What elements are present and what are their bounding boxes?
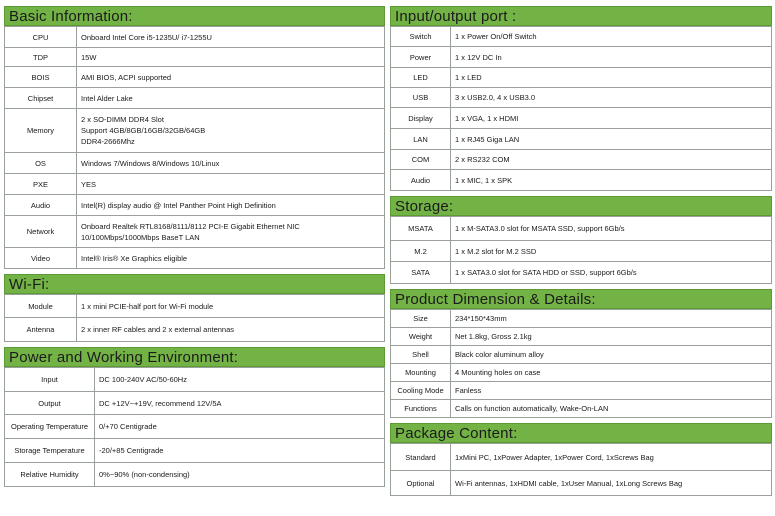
spec-value-line: 234*150*43mm: [455, 314, 507, 323]
table-row: [391, 364, 772, 382]
table-row: [5, 216, 385, 248]
spec-label: Output: [5, 392, 95, 415]
io-section-title: Input/output port :: [390, 6, 772, 26]
spec-label: Network: [5, 216, 77, 248]
spec-value-line: 2 x inner RF cables and 2 x external antennas: [81, 325, 235, 334]
dimension-section-title: Product Dimension & Details:: [390, 289, 772, 309]
table-row: [5, 463, 385, 487]
spec-label: Shell: [391, 346, 451, 364]
spec-value: [77, 109, 385, 153]
spec-value: [77, 153, 385, 174]
spec-value: [451, 444, 772, 471]
spec-value: [77, 248, 385, 269]
spec-value-line: YES: [81, 179, 97, 189]
spec-value: [451, 108, 772, 129]
table-row: [391, 444, 772, 471]
spec-label: Storage Temperature: [5, 439, 95, 463]
table-row: [391, 310, 772, 328]
basic-section-title: Basic Information:: [4, 6, 385, 26]
spec-label: Mounting: [391, 364, 451, 382]
spec-value-line: Intel(R) display audio @ Intel Panther Point High Definition: [81, 200, 276, 210]
spec-value-line: 1 x 12V DC In: [455, 52, 502, 62]
spec-value: [451, 150, 772, 170]
section-basic: [4, 6, 385, 269]
spec-label: Memory: [5, 109, 77, 153]
table-row: [5, 248, 385, 269]
table-row: [391, 346, 772, 364]
spec-value: [77, 295, 385, 318]
spec-label: Chipset: [5, 88, 77, 109]
spec-value: [451, 241, 772, 262]
spec-value-line: Onboard Intel Core i5-1235U/ i7-1255U: [81, 32, 212, 42]
table-row: [5, 439, 385, 463]
table-row: [391, 47, 772, 68]
spec-value-line: 2 x RS232 COM: [455, 155, 510, 164]
spec-label: Optional: [391, 471, 451, 496]
spec-value-line: Intel® Iris® Xe Graphics eligible: [81, 253, 188, 263]
spec-value: [451, 400, 772, 418]
spec-value: [451, 328, 772, 346]
right-column: [390, 6, 772, 501]
spec-value: [451, 382, 772, 400]
table-row: [391, 108, 772, 129]
table-row: [391, 88, 772, 108]
spec-value: [77, 48, 385, 67]
spec-label: PXE: [5, 174, 77, 195]
section-io: [390, 6, 772, 191]
spec-value: [95, 463, 385, 487]
spec-value: [77, 67, 385, 88]
left-column: [4, 6, 385, 492]
table-row: [5, 392, 385, 415]
section-power: [4, 347, 385, 487]
spec-value: [95, 415, 385, 439]
spec-label: Antenna: [5, 318, 77, 342]
spec-value: [451, 471, 772, 496]
spec-value: [77, 318, 385, 342]
table-row: [5, 109, 385, 153]
spec-label: Power: [391, 47, 451, 68]
spec-label: CPU: [5, 27, 77, 48]
table-row: [391, 150, 772, 170]
spec-value-line: DDR4-2666Mhz: [81, 137, 135, 146]
spec-value-line: Fanless: [455, 386, 482, 395]
spec-value: [95, 392, 385, 415]
spec-value-line: 1 x Power On/Off Switch: [455, 32, 537, 41]
spec-value: [77, 88, 385, 109]
spec-value-line: AMI BIOS, ACPI supported: [81, 72, 172, 82]
table-row: [391, 217, 772, 241]
spec-label: Input: [5, 368, 95, 392]
spec-value-line: Net 1.8kg, Gross 2.1kg: [455, 332, 532, 341]
spec-label: MSATA: [391, 217, 451, 241]
spec-value-line: 1 x mini PCIE-half port for Wi-Fi module: [81, 301, 214, 311]
table-row: [5, 318, 385, 342]
table-row: [391, 262, 772, 284]
spec-value-line: Wi-Fi antennas, 1xHDMI cable, 1xUser Manual, 1xLong Screws Bag: [455, 478, 683, 488]
spec-value: [95, 368, 385, 392]
spec-label: M.2: [391, 241, 451, 262]
spec-label: Audio: [391, 170, 451, 191]
spec-value: [77, 174, 385, 195]
spec-value-line: DC 100-240V AC/50-60Hz: [99, 375, 187, 384]
table-row: [5, 368, 385, 392]
section-storage: [390, 196, 772, 284]
spec-label: USB: [391, 88, 451, 108]
power-spec-table: [4, 367, 385, 487]
dimension-spec-table: [390, 309, 772, 418]
storage-spec-table: [390, 216, 772, 284]
spec-label: Video: [5, 248, 77, 269]
spec-label: LED: [391, 68, 451, 88]
spec-value: [451, 27, 772, 47]
table-row: [391, 27, 772, 47]
spec-value-line: 1 x MIC, 1 x SPK: [455, 175, 513, 185]
power-section-title: Power and Working Environment:: [4, 347, 385, 367]
spec-value-line: 4 Mounting holes on case: [455, 368, 541, 377]
table-row: [391, 471, 772, 496]
table-row: [391, 68, 772, 88]
spec-label: Size: [391, 310, 451, 328]
spec-label: Cooling Mode: [391, 382, 451, 400]
spec-value-line: 15W: [81, 52, 97, 62]
table-row: [5, 174, 385, 195]
spec-value: [77, 216, 385, 248]
spec-label: Standard: [391, 444, 451, 471]
spec-value-line: Windows 7/Windows 8/Windows 10/Linux: [81, 158, 220, 168]
spec-value-line: 3 x USB2.0, 4 x USB3.0: [455, 93, 536, 102]
spec-label: Module: [5, 295, 77, 318]
spec-value: [451, 88, 772, 108]
spec-value: [95, 439, 385, 463]
spec-value: [77, 27, 385, 48]
spec-label: Display: [391, 108, 451, 129]
io-spec-table: [390, 26, 772, 191]
package-spec-table: [390, 443, 772, 496]
spec-value-line: Calls on function automatically, Wake-On-LAN: [455, 404, 609, 413]
spec-value: [451, 262, 772, 284]
table-row: [391, 241, 772, 262]
table-row: [391, 400, 772, 418]
table-row: [5, 88, 385, 109]
table-row: [391, 170, 772, 191]
wifi-section-title: Wi-Fi:: [4, 274, 385, 294]
spec-value-line: 10/100Mbps/1000Mbps BaseT LAN: [81, 232, 200, 242]
spec-value-line: 1 x M.2 slot for M.2 SSD: [455, 246, 537, 256]
spec-value-line: 0%~90% (non-condensing): [99, 470, 190, 479]
storage-section-title: Storage:: [390, 196, 772, 216]
spec-label: Functions: [391, 400, 451, 418]
spec-value-line: Black color aluminum alloy: [455, 350, 544, 359]
spec-value: [451, 68, 772, 88]
table-row: [391, 382, 772, 400]
basic-spec-table: [4, 26, 385, 269]
spec-value-line: 1 x SATA3.0 slot for SATA HDD or SSD, support 6Gb/s: [455, 268, 637, 277]
spec-value: [451, 47, 772, 68]
spec-value-line: Onboard Realtek RTL8168/8111/8112 PCI-E Gigabit Ethernet NIC: [81, 221, 300, 231]
spec-label: SATA: [391, 262, 451, 284]
spec-value-line: 1 x VGA, 1 x HDMI: [455, 113, 519, 123]
table-row: [5, 67, 385, 88]
spec-label: Operating Temperature: [5, 415, 95, 439]
table-row: [5, 295, 385, 318]
spec-value-line: -20/+85 Centigrade: [99, 446, 164, 455]
table-row: [5, 153, 385, 174]
spec-label: TDP: [5, 48, 77, 67]
spec-label: Audio: [5, 195, 77, 216]
spec-value-line: 0/+70 Centigrade: [99, 422, 157, 431]
spec-value: [451, 129, 772, 150]
table-row: [391, 129, 772, 150]
spec-label: Weight: [391, 328, 451, 346]
spec-value: [451, 364, 772, 382]
spec-label: OS: [5, 153, 77, 174]
spec-value: [77, 195, 385, 216]
spec-value-line: 1 x M-SATA3.0 slot for MSATA SSD, support 6Gb/s: [455, 224, 625, 233]
spec-value: [451, 170, 772, 191]
spec-value-line: Intel Alder Lake: [81, 93, 133, 103]
spec-label: Relative Humidity: [5, 463, 95, 487]
spec-label: LAN: [391, 129, 451, 150]
table-row: [5, 415, 385, 439]
spec-label: COM: [391, 150, 451, 170]
spec-value-line: 1 x RJ45 Giga LAN: [455, 134, 520, 144]
spec-value: [451, 346, 772, 364]
section-package: [390, 423, 772, 496]
table-row: [5, 195, 385, 216]
spec-label: BOIS: [5, 67, 77, 88]
table-row: [5, 27, 385, 48]
wifi-spec-table: [4, 294, 385, 342]
spec-value-line: Support 4GB/8GB/16GB/32GB/64GB: [81, 126, 206, 135]
table-row: [5, 48, 385, 67]
spec-value-line: 2 x SO-DIMM DDR4 Slot: [81, 115, 164, 124]
section-wifi: [4, 274, 385, 342]
spec-value-line: 1xMini PC, 1xPower Adapter, 1xPower Cord, 1xScrews Bag: [455, 452, 654, 462]
spec-value-line: DC +12V~+19V, recommend 12V/5A: [99, 398, 222, 408]
spec-value: [451, 310, 772, 328]
table-row: [391, 328, 772, 346]
section-dimension: [390, 289, 772, 418]
spec-value: [451, 217, 772, 241]
spec-label: Switch: [391, 27, 451, 47]
spec-value-line: 1 x LED: [455, 73, 482, 82]
package-section-title: Package Content:: [390, 423, 772, 443]
